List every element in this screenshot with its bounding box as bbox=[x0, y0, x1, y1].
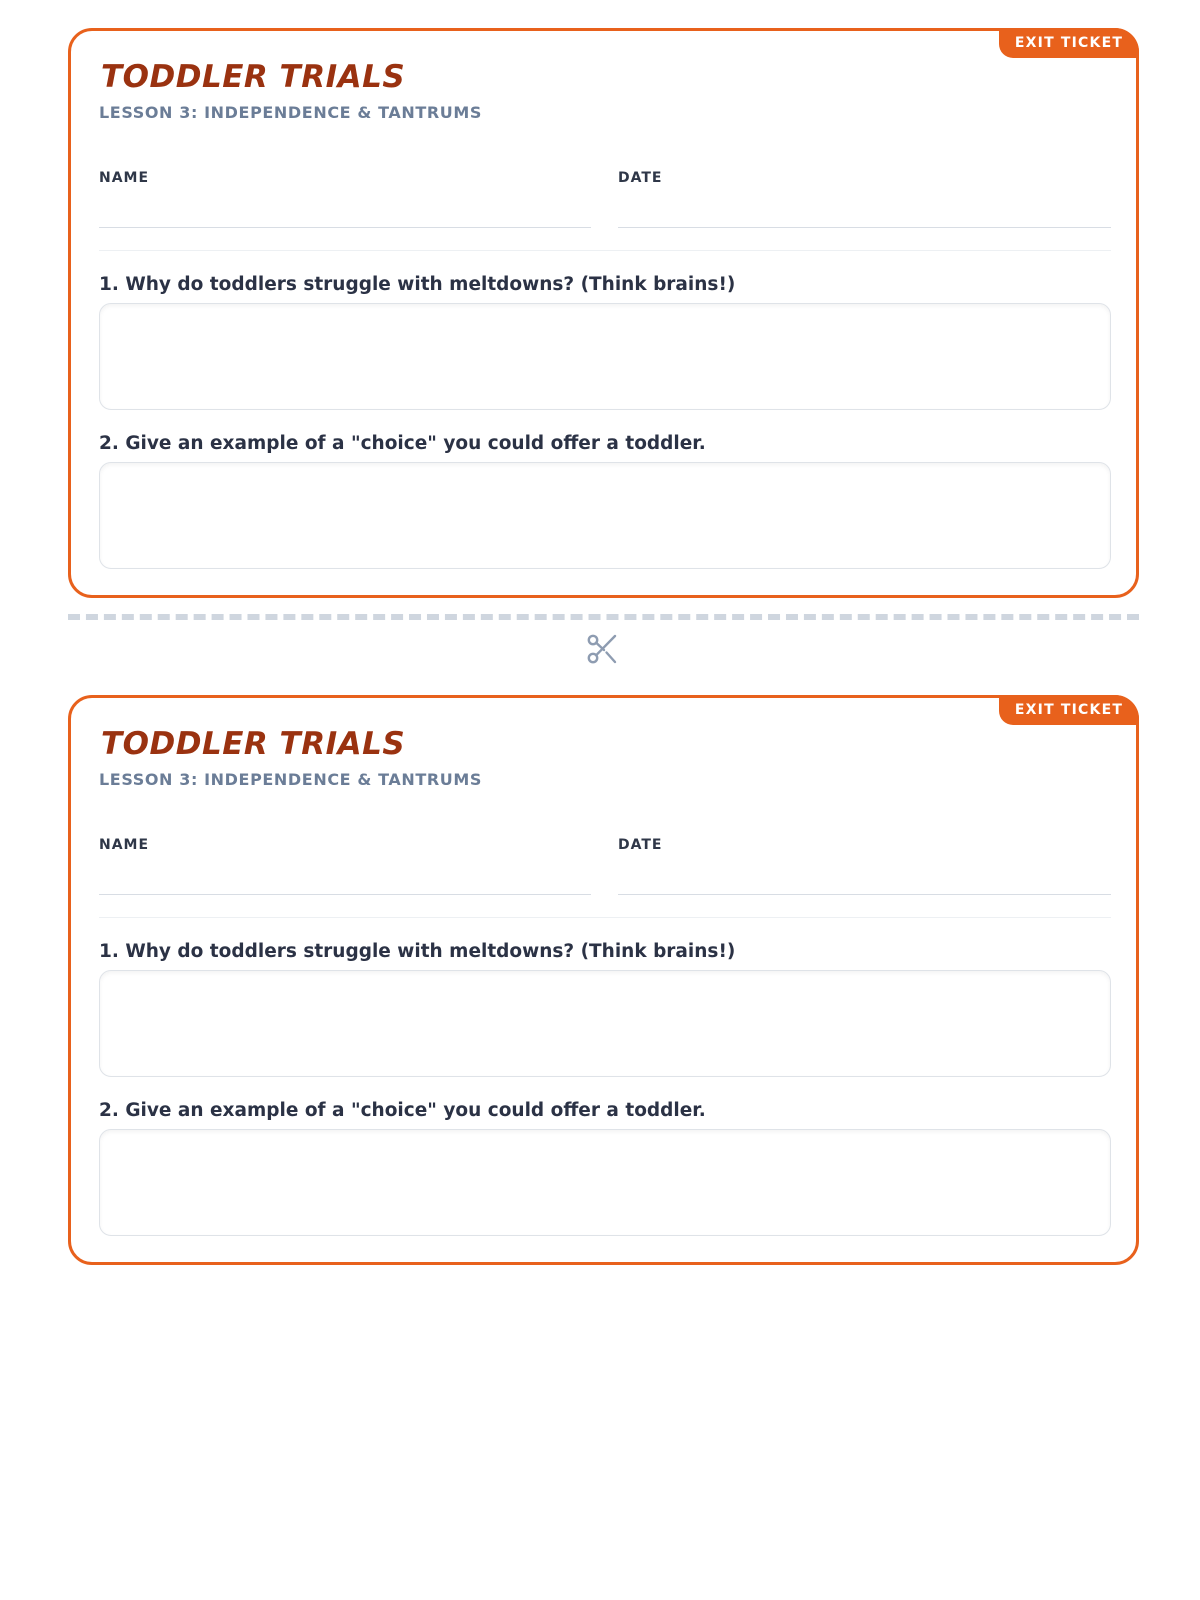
question-1: 1. Why do toddlers struggle with meltdowns? (Think brains!) bbox=[99, 941, 736, 962]
question-2: 2. Give an example of a "choice" you could offer a toddler. bbox=[99, 433, 706, 454]
answer-box-2[interactable] bbox=[99, 462, 1111, 569]
ticket-title: TODDLER TRIALS bbox=[101, 59, 406, 95]
section-divider bbox=[99, 250, 1111, 251]
exit-ticket bbox=[68, 28, 1139, 598]
exit-ticket-badge: EXIT TICKET bbox=[999, 695, 1139, 725]
question-1: 1. Why do toddlers struggle with meltdowns? (Think brains!) bbox=[99, 274, 736, 295]
name-label: NAME bbox=[99, 170, 150, 186]
date-field[interactable] bbox=[618, 170, 1111, 228]
name-field[interactable] bbox=[99, 837, 591, 895]
name-field[interactable] bbox=[99, 170, 591, 228]
answer-box-1[interactable] bbox=[99, 303, 1111, 410]
name-label: NAME bbox=[99, 837, 150, 853]
exit-ticket-badge: EXIT TICKET bbox=[999, 28, 1139, 58]
lesson-subtitle: LESSON 3: INDEPENDENCE & TANTRUMS bbox=[99, 770, 483, 789]
cut-line bbox=[68, 614, 1139, 620]
answer-box-2[interactable] bbox=[99, 1129, 1111, 1236]
scissors-icon bbox=[585, 632, 619, 666]
date-label: DATE bbox=[618, 837, 663, 853]
answer-box-1[interactable] bbox=[99, 970, 1111, 1077]
ticket-title: TODDLER TRIALS bbox=[101, 726, 406, 762]
section-divider bbox=[99, 917, 1111, 918]
lesson-subtitle: LESSON 3: INDEPENDENCE & TANTRUMS bbox=[99, 103, 483, 122]
question-2: 2. Give an example of a "choice" you could offer a toddler. bbox=[99, 1100, 706, 1121]
date-label: DATE bbox=[618, 170, 663, 186]
date-field[interactable] bbox=[618, 837, 1111, 895]
exit-ticket bbox=[68, 695, 1139, 1265]
